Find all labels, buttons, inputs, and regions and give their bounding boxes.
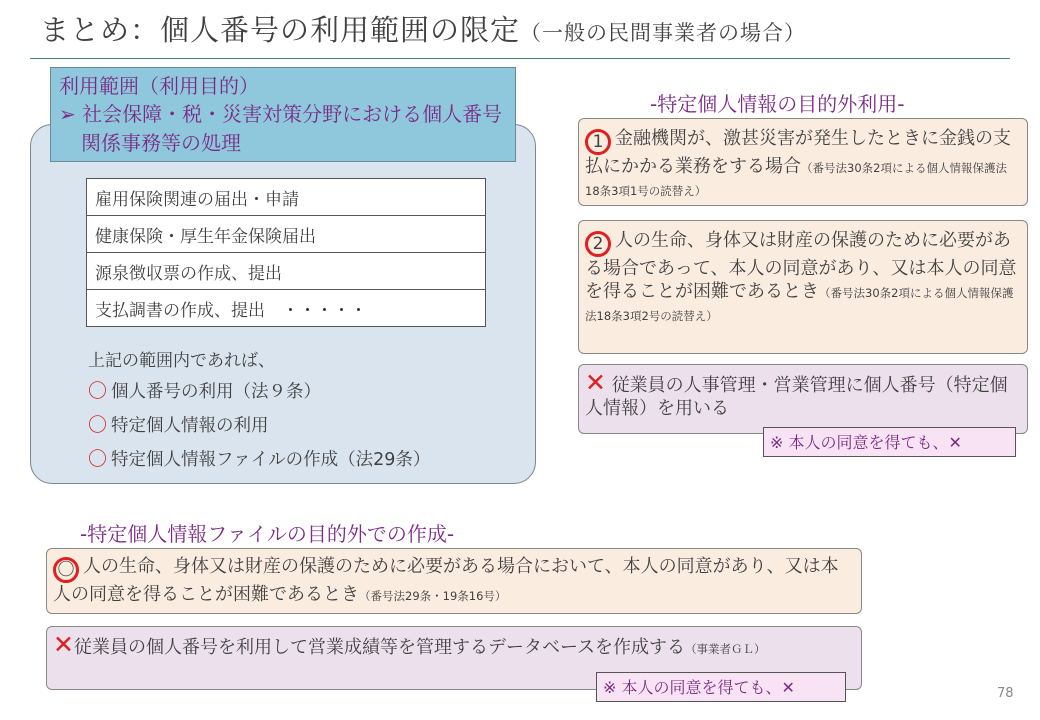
outside-use-prohibited (578, 364, 1028, 434)
page-title-main: まとめ：個人番号の利用範囲の限定 (40, 13, 521, 47)
circle-ok-icon: 〇 (53, 557, 79, 583)
file-prohibited-reference: （事業者ＧＬ） (685, 642, 766, 656)
circle-ok-icon: 〇 (88, 448, 108, 470)
table-row (87, 290, 486, 327)
table-cell: 健康保険・厚生年金保険届出 (87, 216, 486, 253)
file-creation-permitted (46, 548, 862, 614)
permitted-item (88, 410, 269, 437)
file-prohibited-text: 従業員の個人番号を利用して営業成績等を管理するデータベースを作成する (73, 637, 686, 658)
bullet-arrow-icon: ➢ (59, 102, 76, 126)
cross-ng-icon: ✕ (53, 630, 74, 659)
case-2-reference: （番号法30条2項による個人情報保護法18条3項2号の読替え） (585, 286, 1014, 323)
table-row (87, 179, 486, 216)
scope-heading: 利用範囲（利用目的） (59, 74, 259, 98)
permitted-item (88, 444, 430, 471)
table-row (87, 253, 486, 290)
circle-ok-icon: 〇 (88, 380, 108, 402)
case-1-text: 金融機関が、激甚災害が発生したときに金銭の支払にかかる業務をする場合 (585, 128, 1011, 177)
outside-use-heading: -特定個人情報の目的外利用- (650, 92, 905, 116)
case-1-reference: （番号法30条2項による個人情報保護法18条3項1号の読替え） (585, 161, 1007, 198)
number-1-circle-icon: 1 (585, 129, 611, 155)
permitted-text: 特定個人情報の利用 (111, 416, 269, 436)
permitted-item (88, 376, 321, 403)
page-number: 78 (997, 686, 1014, 701)
table-cell: 源泉徴収票の作成、提出 (87, 253, 486, 290)
circle-ok-icon: 〇 (88, 414, 108, 436)
prohibited-text: 従業員の人事管理・営業管理に個人番号（特定個人情報）を用いる (585, 375, 1008, 419)
file-creation-heading: -特定個人情報ファイルの目的外での作成- (80, 522, 455, 546)
scope-purpose-text: 社会保障・税・災害対策分野における個人番号関係事務等の処理 (81, 102, 503, 155)
scope-purpose (59, 100, 507, 158)
page-title-sub: （一般の民間事業者の場合） (520, 21, 807, 45)
table-row (87, 216, 486, 253)
permitted-text: 特定個人情報ファイルの作成（法29条） (111, 450, 431, 470)
case-2-text: 人の生命、身体又は財産の保護のために必要がある場合であって、本人の同意があり、又は本人の同意を得ることが困難であるとき (585, 230, 1017, 302)
scope-heading-box (50, 67, 516, 162)
outside-use-case-2 (578, 220, 1028, 354)
consent-note: ※ 本人の同意を得ても、✕ (596, 672, 846, 702)
within-scope-note: 上記の範囲内であれば、 (88, 351, 275, 371)
file-permitted-reference: （番号法29条・19条16号） (359, 589, 507, 603)
consent-note: ※ 本人の同意を得ても、✕ (763, 427, 1016, 457)
cross-ng-icon: ✕ (585, 368, 606, 397)
page-title (40, 8, 806, 49)
number-2-circle-icon: 2 (585, 231, 611, 257)
scope-table (86, 178, 486, 327)
table-cell: 支払調書の作成、提出 ・・・・・ (87, 290, 486, 327)
outside-use-case-1 (578, 118, 1028, 206)
permitted-text: 個人番号の利用（法９条） (111, 382, 322, 402)
file-permitted-text: 人の生命、身体又は財産の保護のために必要がある場合において、本人の同意があり、又は本人の同意を得ることが困難であるとき (53, 556, 839, 605)
title-divider (30, 58, 1010, 59)
table-cell: 雇用保険関連の届出・申請 (87, 179, 486, 216)
